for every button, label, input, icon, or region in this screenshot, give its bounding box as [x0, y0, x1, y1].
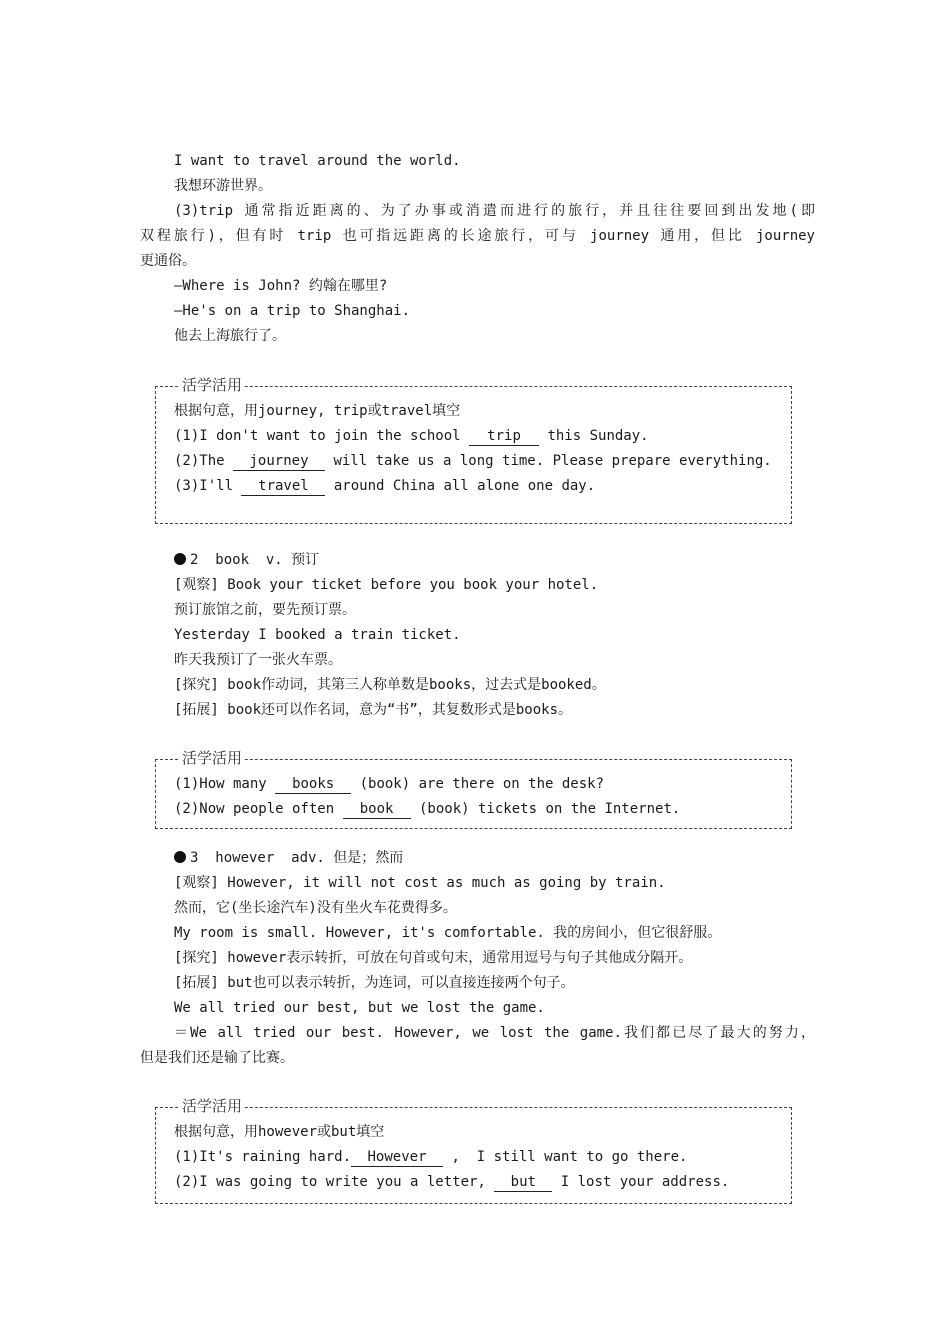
- bullet-icon: [174, 553, 186, 565]
- text-line: (3)trip 通常指近距离的、为了办事或消遣而进行的旅行，并且往往要回到出发地(即: [174, 203, 815, 219]
- box-title: 活学活用: [182, 1097, 243, 1115]
- exercise-item: [174, 449, 784, 474]
- answer-blank: book: [343, 801, 411, 819]
- bullet-icon: [174, 851, 186, 863]
- answer-blank: However: [351, 1149, 443, 1167]
- question-text: I lost your address.: [552, 1174, 730, 1190]
- text-line: 我想环游世界。: [174, 178, 272, 194]
- exercise-box: [155, 376, 792, 524]
- question-text: (2)I was going to write you a letter,: [174, 1174, 495, 1190]
- question-text: (book) tickets on the Internet.: [410, 801, 681, 817]
- question-text: (3)I'll: [174, 478, 242, 494]
- exercise-item: [174, 1170, 784, 1195]
- text-line: [观察] Book your ticket before you book your hotel.: [174, 577, 599, 593]
- text-line: [观察] However, it will not cost as much as going by train.: [174, 875, 666, 891]
- exercise-item: [174, 424, 784, 449]
- exercise-item: [174, 1145, 784, 1170]
- text-line: ＝We all tried our best. However, we lost the game.我们都已尽了最大的努力，: [174, 1025, 815, 1041]
- box-title: 活学活用: [182, 749, 243, 767]
- exercise-item: [174, 797, 784, 822]
- exercise-box: [155, 1097, 792, 1204]
- text-line: We all tried our best, but we lost the game.: [174, 1000, 545, 1016]
- question-text: this Sunday.: [539, 428, 649, 444]
- text-line: —He's on a trip to Shanghai.: [174, 303, 411, 319]
- question-text: (book) are there on the desk?: [351, 776, 605, 792]
- text-line: [探究] however表示转折，可放在句首或句末，通常用逗号与句子其他成分隔开。: [174, 950, 693, 966]
- answer-blank: trip: [469, 428, 539, 446]
- question-text: , I still want to go there.: [443, 1149, 688, 1165]
- text-line: 但是我们还是输了比赛。: [140, 1050, 294, 1066]
- text-line: Yesterday I booked a train ticket.: [174, 627, 461, 643]
- exercise-item: [174, 474, 784, 499]
- text-line: —Where is John? 约翰在哪里?: [174, 278, 388, 294]
- text-line: My room is small. However, it's comfortable. 我的房间小，但它很舒服。: [174, 925, 722, 941]
- text-line: [拓展] but也可以表示转折，为连词，可以直接连接两个句子。: [174, 975, 575, 991]
- text-line: [拓展] book还可以作名词，意为“书”，其复数形式是books。: [174, 702, 573, 718]
- text-line: 然而，它(坐长途汽车)没有坐火车花费得多。: [174, 900, 457, 916]
- question-text: will take us a long time. Please prepare everything.: [325, 453, 772, 469]
- section-heading: 3 however adv. 但是；然而: [174, 846, 815, 871]
- answer-blank: journey: [233, 453, 325, 471]
- text-line: 更通俗。: [140, 253, 196, 269]
- question-text: (1)I don't want to join the school: [174, 428, 470, 444]
- text-line: 双程旅行)，但有时 trip 也可指远距离的长途旅行，可与 journey 通用，但比 journey: [140, 228, 815, 244]
- instruction: 根据句意，用journey, trip或travel填空: [174, 403, 461, 419]
- text-line: [探究] book作动词，其第三人称单数是books，过去式是booked。: [174, 677, 606, 693]
- section-heading: 2 book v. 预订: [174, 548, 815, 573]
- exercise-box: [155, 749, 792, 829]
- answer-blank: books: [275, 776, 351, 794]
- text-line: 昨天我预订了一张火车票。: [174, 652, 342, 668]
- text-line: 他去上海旅行了。: [174, 328, 286, 344]
- answer-blank: travel: [241, 478, 325, 496]
- question-text: (2)Now people often: [174, 801, 343, 817]
- question-text: (1)How many: [174, 776, 276, 792]
- box-title: 活学活用: [182, 376, 243, 394]
- answer-blank: but: [494, 1174, 552, 1192]
- question-text: around China all alone one day.: [325, 478, 596, 494]
- question-text: (1)It's raining hard.: [174, 1149, 352, 1165]
- text-line: 预订旅馆之前，要先预订票。: [174, 602, 356, 618]
- exercise-item: [174, 772, 784, 797]
- instruction: 根据句意，用however或but填空: [174, 1124, 385, 1140]
- question-text: (2)The: [174, 453, 234, 469]
- text-line: I want to travel around the world.: [174, 153, 461, 169]
